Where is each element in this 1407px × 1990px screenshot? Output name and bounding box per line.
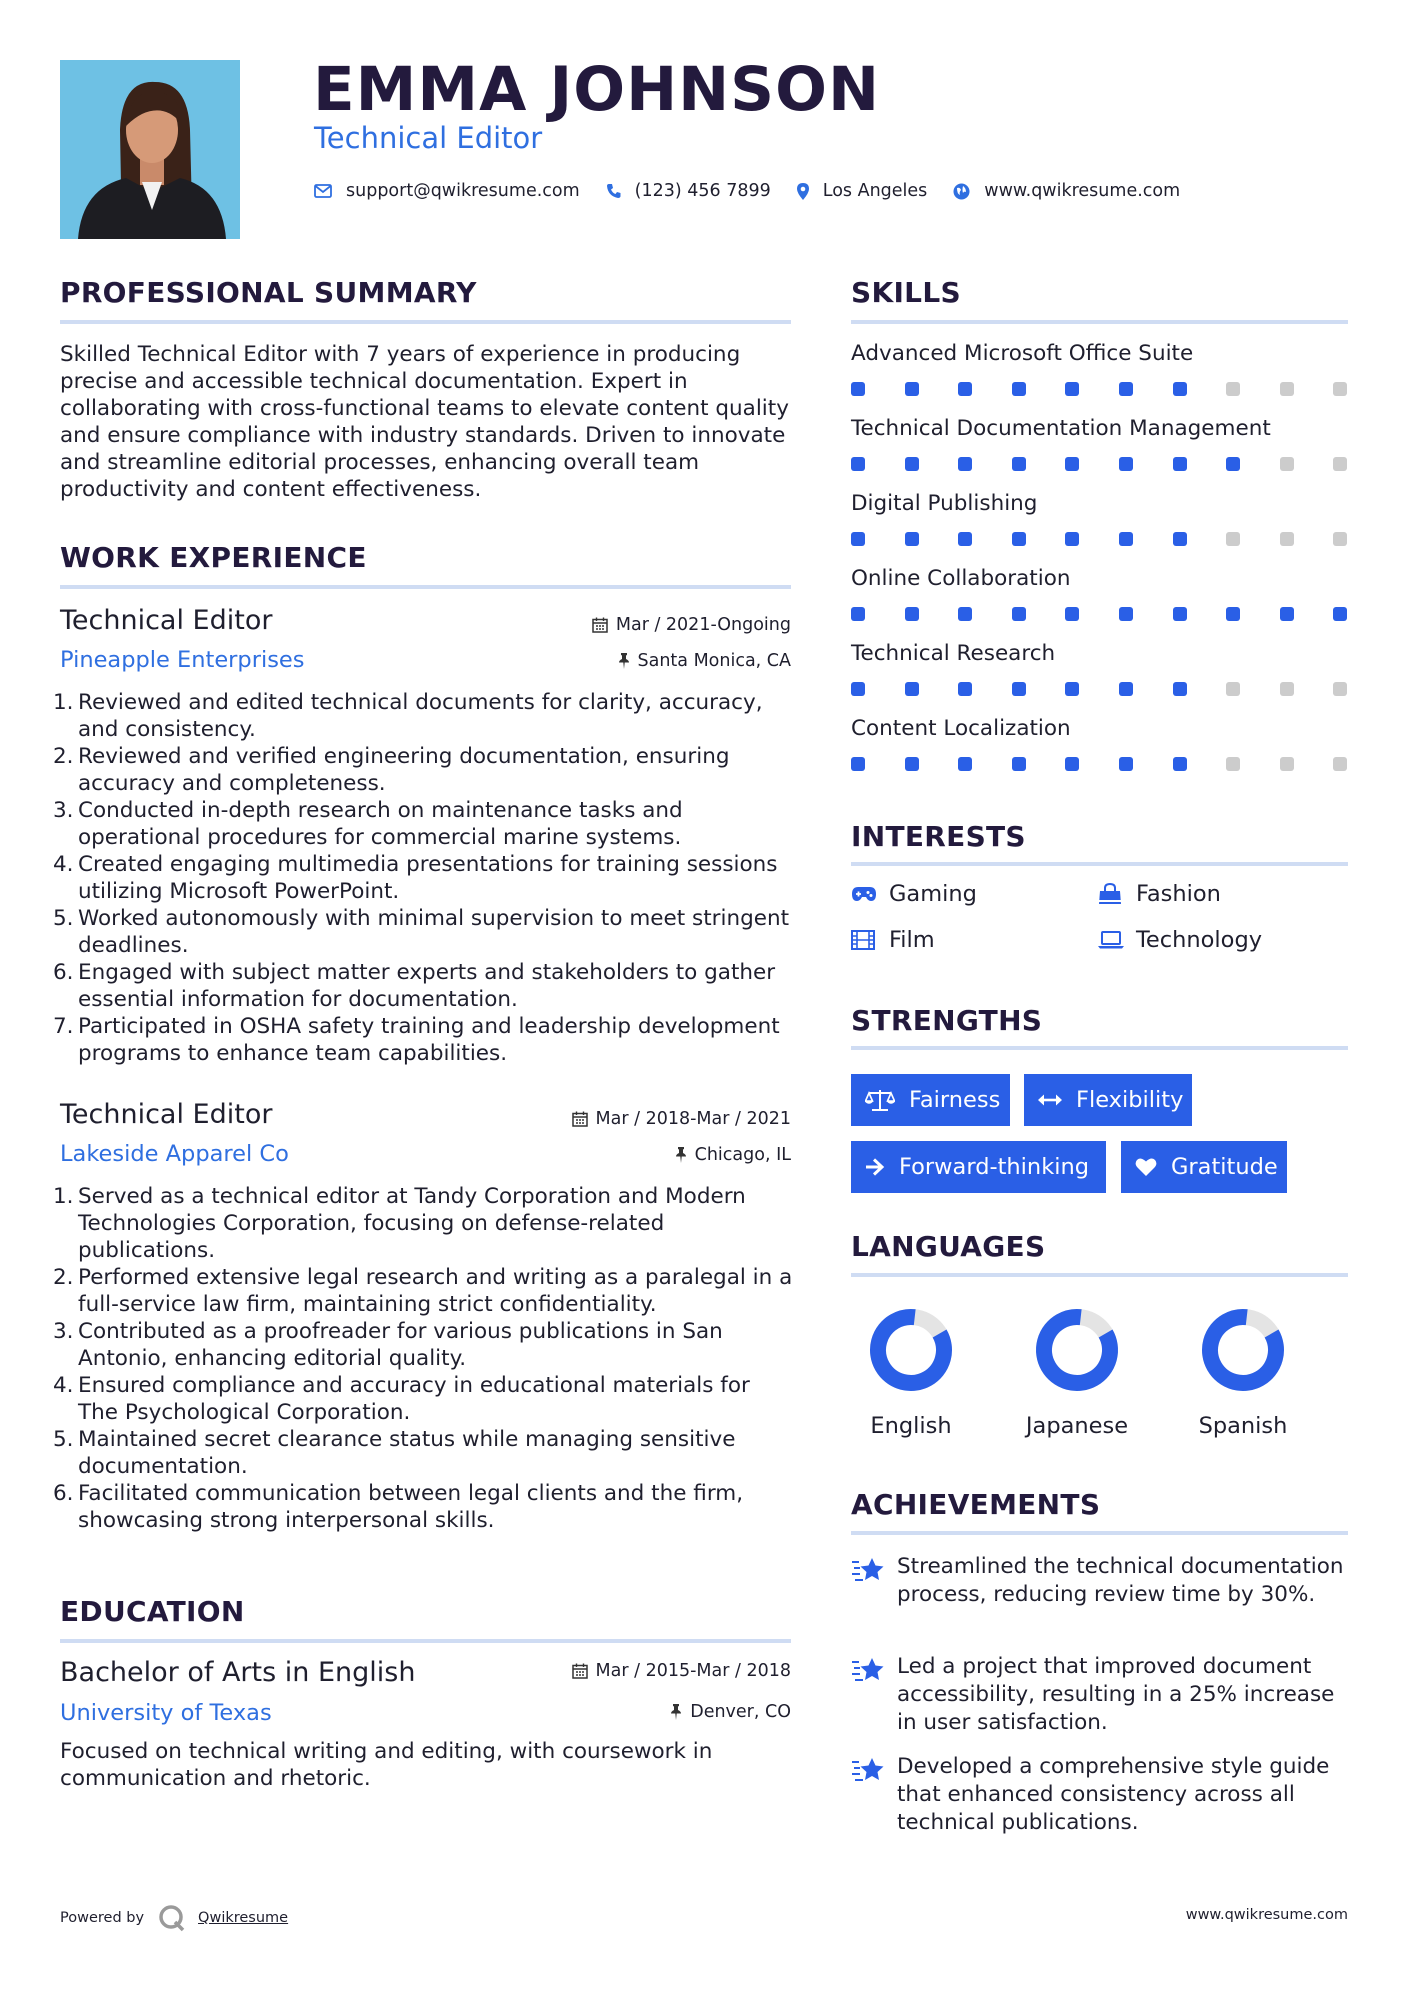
candidate-title: Technical Editor	[314, 121, 543, 155]
item-number: 1.	[53, 690, 74, 715]
item-number: 6.	[53, 1481, 74, 1506]
interest-label: Technology	[1136, 927, 1263, 953]
skill-rating-dot	[1012, 532, 1026, 546]
skill-rating-dot	[1012, 457, 1026, 471]
skill-name: Digital Publishing	[851, 491, 1038, 516]
skill-rating-dot	[1119, 532, 1133, 546]
skill-rating-dot	[851, 682, 865, 696]
responsibility-text: Worked autonomously with minimal supervision to meet stringent deadlines.	[78, 906, 790, 958]
achievements-heading: ACHIEVEMENTS	[851, 1488, 1101, 1521]
arrows-horizontal-icon	[1038, 1093, 1062, 1107]
footer-website[interactable]: www.qwikresume.com	[1185, 1907, 1348, 1923]
strength-label: Gratitude	[1171, 1154, 1278, 1180]
qwikresume-link[interactable]: Qwikresume	[198, 1910, 289, 1926]
skill-rating-dot	[1012, 757, 1026, 771]
skill-rating-dot	[851, 607, 865, 621]
achievement-text: Led a project that improved document accessibility, resulting in a 25% increase in user satisfaction.	[897, 1654, 1335, 1735]
skill-rating-dot	[905, 532, 919, 546]
responsibility-text: Performed extensive legal research and writing as a paralegal in a full-service law firm, maintaining strict confidentiality.	[78, 1265, 793, 1317]
contact-bar	[314, 178, 1206, 204]
skill-rating-dot	[1226, 757, 1240, 771]
star-badge-icon	[851, 1553, 887, 1609]
company-name: Lakeside Apparel Co	[60, 1141, 289, 1167]
arrow-right-icon	[865, 1158, 885, 1176]
map-pin-icon	[797, 183, 809, 200]
responsibility-text: Reviewed and verified engineering documentation, ensuring accuracy and completeness.	[78, 744, 730, 796]
education-heading: EDUCATION	[60, 1595, 245, 1628]
achievement-item	[851, 1553, 1351, 1609]
skill-rating-dot	[1065, 607, 1079, 621]
responsibility-text: Created engaging multimedia presentations for training sessions utilizing Microsoft PowerPoint.	[78, 852, 778, 904]
skill-rating-dot	[1333, 382, 1347, 396]
interest-label: Fashion	[1136, 881, 1221, 907]
skill-rating-dot	[1280, 532, 1294, 546]
skill-name: Content Localization	[851, 716, 1071, 741]
phone-icon	[606, 183, 621, 199]
skill-rating-dot	[1119, 382, 1133, 396]
interests-heading: INTERESTS	[851, 820, 1026, 853]
interest-item	[851, 881, 977, 907]
skill-rating-dot	[905, 457, 919, 471]
laptop-icon	[1098, 931, 1124, 949]
skill-rating-dot	[1065, 532, 1079, 546]
responsibility-item	[53, 1372, 795, 1426]
contact-email[interactable]	[314, 181, 580, 201]
contact-website[interactable]	[953, 181, 1180, 201]
responsibility-item	[53, 1426, 795, 1480]
responsibility-text: Participated in OSHA safety training and leadership development programs to enhance team capabilities.	[78, 1014, 780, 1066]
qwikresume-logo-icon	[158, 1904, 186, 1932]
responsibility-item	[53, 959, 795, 1013]
degree-title: Bachelor of Arts in English	[60, 1657, 416, 1688]
skill-rating-dot	[1119, 607, 1133, 621]
interest-item	[851, 927, 935, 953]
responsibility-text: Contributed as a proofreader for various publications in San Antonio, enhancing editorial quality.	[78, 1319, 723, 1371]
pushpin-icon	[618, 653, 630, 669]
job-date: Mar / 2018-Mar / 2021	[520, 1109, 791, 1129]
skill-name: Advanced Microsoft Office Suite	[851, 341, 1194, 366]
responsibility-item	[53, 689, 795, 743]
skill-rating-dot	[1065, 682, 1079, 696]
skill-rating-dot	[958, 532, 972, 546]
contact-email-text: support@qwikresume.com	[346, 181, 580, 201]
language-name: Spanish	[1198, 1413, 1288, 1439]
skill-rating-dot	[905, 382, 919, 396]
responsibility-item	[53, 851, 795, 905]
strengths-divider	[851, 1046, 1348, 1050]
interest-item	[1098, 927, 1262, 953]
strength-label: Flexibility	[1076, 1087, 1184, 1113]
responsibility-text: Served as a technical editor at Tandy Corporation and Modern Technologies Corporation, focusing on defense-related publications.	[78, 1184, 746, 1263]
item-number: 5.	[53, 906, 74, 931]
experience-heading: WORK EXPERIENCE	[60, 541, 367, 574]
strengths-heading: STRENGTHS	[851, 1004, 1043, 1037]
language-proficiency-ring	[1032, 1305, 1122, 1395]
interest-label: Film	[889, 927, 935, 953]
skill-rating-dot	[851, 757, 865, 771]
pushpin-icon	[675, 1147, 687, 1163]
skill-rating-dot	[1173, 532, 1187, 546]
calendar-icon	[572, 1663, 588, 1679]
skill-rating-dot	[1173, 682, 1187, 696]
skill-name: Technical Documentation Management	[851, 416, 1271, 441]
envelope-icon	[314, 184, 332, 198]
summary-divider	[60, 320, 791, 324]
item-number: 2.	[53, 1265, 74, 1290]
skill-rating-dot	[1333, 457, 1347, 471]
item-number: 6.	[53, 960, 74, 985]
skill-rating-dot	[1065, 757, 1079, 771]
skill-rating-dot	[905, 682, 919, 696]
skill-rating-dot	[1280, 457, 1294, 471]
education-divider	[60, 1639, 791, 1643]
contact-website-text: www.qwikresume.com	[984, 181, 1181, 201]
skills-divider	[851, 320, 1348, 324]
item-number: 4.	[53, 1373, 74, 1398]
responsibility-item	[53, 797, 795, 851]
education-date: Mar / 2015-Mar / 2018	[520, 1661, 791, 1681]
responsibility-text: Conducted in-depth research on maintenance tasks and operational procedures for commercial marine systems.	[78, 798, 683, 850]
responsibility-item	[53, 1183, 795, 1264]
responsibility-item	[53, 1318, 795, 1372]
globe-icon	[953, 183, 970, 200]
education-location: Denver, CO	[520, 1702, 791, 1722]
languages-list	[851, 1300, 1351, 1450]
skill-rating-dot	[958, 607, 972, 621]
skill-rating-dot	[1333, 757, 1347, 771]
contact-location	[797, 181, 928, 201]
education-description: Focused on technical writing and editing, with coursework in communication and rhetoric.	[60, 1739, 713, 1791]
skill-rating-dot	[851, 382, 865, 396]
experience-divider	[60, 585, 791, 589]
skill-name: Technical Research	[851, 641, 1056, 666]
responsibility-item	[53, 905, 795, 959]
skill-rating-dot	[1173, 607, 1187, 621]
gamepad-icon	[851, 886, 877, 902]
contact-phone[interactable]	[606, 181, 771, 201]
star-badge-icon	[851, 1753, 887, 1837]
candidate-name: EMMA JOHNSON	[313, 54, 881, 125]
skills-list	[851, 330, 1351, 790]
item-number: 3.	[53, 798, 74, 823]
skill-rating-dot	[1012, 607, 1026, 621]
responsibility-item	[53, 1264, 795, 1318]
language-proficiency-ring	[1198, 1305, 1288, 1395]
skill-rating-dot	[1173, 457, 1187, 471]
footer-powered-by	[60, 1904, 288, 1932]
summary-text: Skilled Technical Editor with 7 years of experience in producing precise and accessible technical documentation. Expert in collaborating with cross-functional teams to elevate content quality and ensure compliance with industry standards. Driven to innovate and streamline editorial processes, enhancing overall team productivity and content effectiveness.	[60, 342, 789, 502]
responsibility-item	[53, 1013, 795, 1067]
responsibility-item	[53, 743, 795, 797]
calendar-icon	[572, 1111, 588, 1127]
calendar-icon	[592, 617, 608, 633]
responsibility-text: Engaged with subject matter experts and stakeholders to gather essential information for documentation.	[78, 960, 776, 1012]
star-badge-icon	[851, 1653, 887, 1737]
language-proficiency-ring	[866, 1305, 956, 1395]
skill-rating-dot	[851, 532, 865, 546]
skill-rating-dot	[1119, 457, 1133, 471]
summary-heading: PROFESSIONAL SUMMARY	[60, 276, 477, 309]
item-number: 7.	[53, 1014, 74, 1039]
item-number: 5.	[53, 1427, 74, 1452]
skill-rating-dot	[1280, 382, 1294, 396]
company-name: Pineapple Enterprises	[60, 647, 305, 673]
skill-rating-dot	[1226, 382, 1240, 396]
interest-item	[1098, 881, 1221, 907]
responsibility-text: Facilitated communication between legal clients and the firm, showcasing strong interpersonal skills.	[78, 1481, 744, 1533]
skill-rating-dot	[958, 682, 972, 696]
job-title: Technical Editor	[60, 605, 273, 636]
skill-rating-dot	[958, 757, 972, 771]
heart-icon	[1135, 1157, 1157, 1177]
item-number: 1.	[53, 1184, 74, 1209]
skill-rating-dot	[1065, 382, 1079, 396]
languages-heading: LANGUAGES	[851, 1230, 1046, 1263]
responsibility-text: Ensured compliance and accuracy in educational materials for The Psychological Corporation.	[78, 1373, 750, 1425]
strength-chip	[851, 1141, 1106, 1193]
strength-chip	[1121, 1141, 1287, 1193]
film-icon	[851, 930, 877, 950]
skill-rating-dot	[1012, 382, 1026, 396]
skill-rating-dot	[1280, 607, 1294, 621]
skill-rating-dot	[851, 457, 865, 471]
skill-rating-dot	[1333, 682, 1347, 696]
responsibility-text: Maintained secret clearance status while managing sensitive documentation.	[78, 1427, 736, 1479]
achievements-divider	[851, 1531, 1348, 1535]
interest-label: Gaming	[889, 881, 977, 907]
skill-rating-dot	[1173, 757, 1187, 771]
skill-rating-dot	[958, 457, 972, 471]
achievement-text: Streamlined the technical documentation process, reducing review time by 30%.	[897, 1554, 1344, 1607]
scale-icon	[865, 1088, 895, 1112]
skill-rating-dot	[1119, 757, 1133, 771]
job-location: Chicago, IL	[520, 1145, 791, 1165]
skill-rating-dot	[1280, 682, 1294, 696]
skill-rating-dot	[1280, 757, 1294, 771]
skill-rating-dot	[1226, 607, 1240, 621]
job-date: Mar / 2021-Ongoing	[520, 615, 791, 635]
skill-rating-dot	[1226, 682, 1240, 696]
shopping-bag-icon	[1098, 883, 1124, 905]
strength-chip	[1024, 1074, 1192, 1126]
job-title: Technical Editor	[60, 1099, 273, 1130]
responsibility-text: Reviewed and edited technical documents for clarity, accuracy, and consistency.	[78, 690, 763, 742]
contact-location-text: Los Angeles	[822, 181, 928, 201]
profile-photo	[60, 60, 240, 239]
skill-rating-dot	[905, 607, 919, 621]
skill-rating-dot	[1065, 457, 1079, 471]
skill-rating-dot	[1333, 607, 1347, 621]
powered-by-text: Powered by	[60, 1910, 145, 1926]
skill-rating-dot	[958, 382, 972, 396]
pushpin-icon	[670, 1704, 682, 1720]
item-number: 4.	[53, 852, 74, 877]
contact-phone-text: (123) 456 7899	[634, 181, 771, 201]
item-number: 2.	[53, 744, 74, 769]
job-location: Santa Monica, CA	[520, 651, 791, 671]
achievement-item	[851, 1653, 1351, 1737]
language-name: Japanese	[1025, 1413, 1129, 1439]
strength-label: Forward-thinking	[899, 1154, 1090, 1180]
strength-label: Fairness	[909, 1087, 1001, 1113]
language-name: English	[870, 1413, 952, 1439]
achievement-item	[851, 1753, 1351, 1837]
languages-divider	[851, 1273, 1348, 1277]
job-responsibilities	[53, 1183, 795, 1534]
item-number: 3.	[53, 1319, 74, 1344]
skill-name: Online Collaboration	[851, 566, 1071, 591]
skills-heading: SKILLS	[851, 276, 961, 309]
school-name: University of Texas	[60, 1700, 272, 1726]
skill-rating-dot	[1226, 532, 1240, 546]
interests-divider	[851, 862, 1348, 866]
skill-rating-dot	[1119, 682, 1133, 696]
achievement-text: Developed a comprehensive style guide that enhanced consistency across all technical publications.	[897, 1754, 1330, 1835]
job-responsibilities	[53, 689, 795, 1067]
skill-rating-dot	[905, 757, 919, 771]
skill-rating-dot	[1333, 532, 1347, 546]
skill-rating-dot	[1173, 382, 1187, 396]
skill-rating-dot	[1226, 457, 1240, 471]
responsibility-item	[53, 1480, 795, 1534]
skill-rating-dot	[1012, 682, 1026, 696]
strength-chip	[851, 1074, 1010, 1126]
